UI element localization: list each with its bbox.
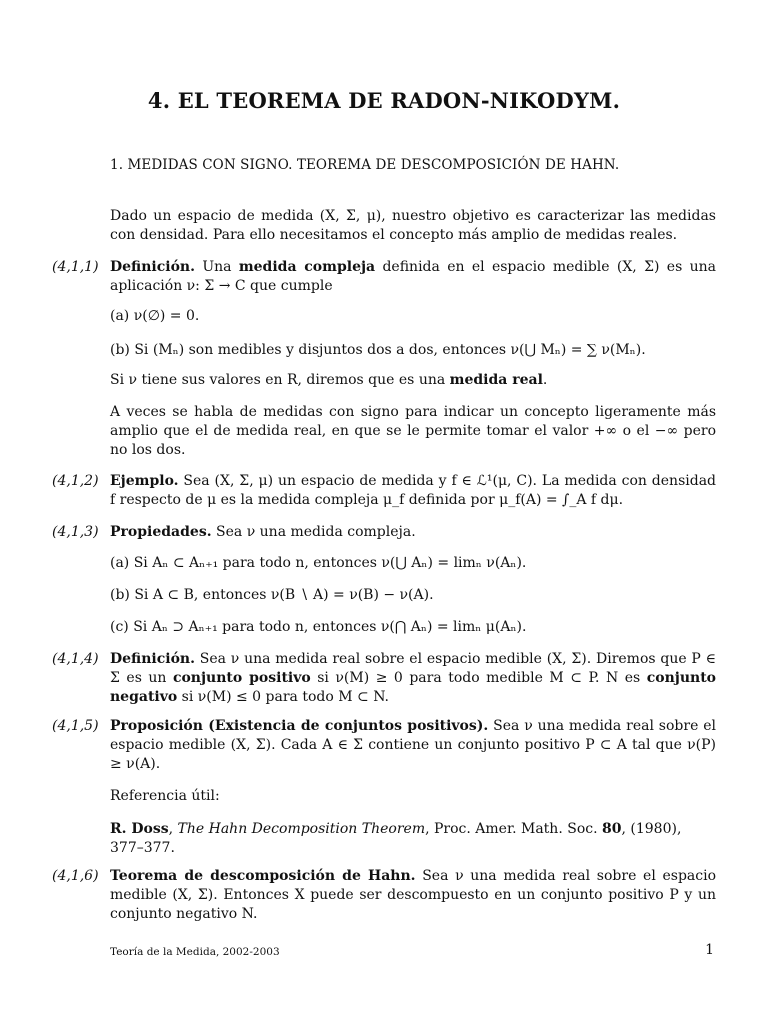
reference-label: Referencia útil:: [110, 788, 220, 804]
term-conjunto-negativo: conjunto negativo: [110, 670, 717, 705]
reference-volume: 80: [602, 821, 622, 837]
item-heading: Ejemplo.: [110, 473, 179, 489]
text-run: si ν(M) ≥ 0 para todo medible M ⊂ P. N es: [317, 670, 641, 686]
item-number: (4,1,1): [52, 259, 99, 275]
signed-measure-remark: A veces se habla de medidas con signo para indicar un concepto ligeramente más amplio que el de medida real, en que se le permite tomar el valor +∞ o el −∞ pero no los dos.: [110, 404, 716, 458]
proposition-text: [110, 717, 716, 774]
reference-citation: [110, 820, 716, 858]
text-run: Sea (X, Σ, μ) un espacio de medida y f ∈ ℒ¹(μ, C). La medida con densidad f respecto de μ es la medida compleja μ_f definida por μ_f(A) = ∫_A f dμ.: [110, 473, 716, 508]
item-number: (4,1,4): [52, 651, 99, 667]
reference-author: R. Doss: [110, 821, 169, 837]
item-heading: Definición.: [110, 651, 195, 667]
item-number: (4,1,2): [52, 473, 99, 489]
item-heading: Propiedades.: [110, 524, 212, 540]
text-run: Sea ν una medida real sobre el espacio medible (X, Σ). Diremos que P ∈ Σ es un: [110, 651, 716, 686]
theorem-text: [110, 867, 716, 924]
condition-b: (b) Si (Mₙ) son medibles y disjuntos dos a dos, entonces ν(⋃ Mₙ) = ∑ ν(Mₙ).: [110, 342, 646, 358]
term-conjunto-positivo: conjunto positivo: [172, 670, 311, 686]
item-heading: Definición.: [110, 259, 195, 275]
item-heading: Teorema de descomposición de Hahn.: [110, 868, 416, 884]
reference-pages: , (1980), 377–377.: [110, 821, 682, 856]
example-text: [110, 472, 716, 510]
text-run: Si ν tiene sus valores en R, diremos que es una: [110, 372, 446, 388]
text-run: Una: [202, 259, 232, 275]
definition-text: [110, 650, 716, 707]
term-medida-compleja: medida compleja: [238, 259, 376, 275]
property-b: (b) Si A ⊂ B, entonces ν(B ∖ A) = ν(B) − ν(A).: [110, 587, 434, 603]
item-heading: Proposición (Existencia de conjuntos positivos).: [110, 718, 489, 734]
term-medida-real: medida real: [449, 372, 543, 388]
section-heading: 1. MEDIDAS CON SIGNO. TEOREMA DE DESCOMPOSICIÓN DE HAHN.: [110, 157, 620, 173]
reference-title: The Hahn Decomposition Theorem: [177, 821, 426, 837]
properties-text: [110, 523, 716, 542]
text-run: si ν(M) ≤ 0 para todo M ⊂ N.: [181, 689, 390, 705]
footer-course: Teoría de la Medida, 2002-2003: [110, 946, 280, 958]
property-a: (a) Si Aₙ ⊂ Aₙ₊₁ para todo n, entonces ν(⋃ Aₙ) = limₙ ν(Aₙ).: [110, 555, 527, 571]
page-title: 4. EL TEOREMA DE RADON-NIKODYM.: [147, 88, 621, 113]
item-number: (4,1,6): [52, 868, 99, 884]
reference-journal: , Proc. Amer. Math. Soc.: [425, 821, 602, 837]
text-run: ,: [168, 821, 178, 837]
page-number: 1: [705, 942, 714, 958]
text-run: .: [542, 372, 548, 388]
text-run: Sea ν una medida real sobre el espacio medible (X, Σ). Cada A ∈ Σ contiene un conjunto positivo P ⊂ A tal que ν(P) ≥ ν(A).: [110, 718, 717, 772]
intro-paragraph: Dado un espacio de medida (X, Σ, μ), nuestro objetivo es caracterizar las medidas con densidad. Para ello necesitamos el concepto más amplio de medidas reales.: [110, 208, 716, 243]
text-run: Sea ν una medida real sobre el espacio medible (X, Σ). Entonces X puede ser descompuesto en un conjunto positivo P y un conjunto negativo N.: [110, 868, 716, 922]
property-c: (c) Si Aₙ ⊃ Aₙ₊₁ para todo n, entonces ν(⋂ Aₙ) = limₙ μ(Aₙ).: [110, 619, 527, 635]
real-measure-sentence: [110, 372, 716, 388]
text-run: definida en el espacio medible (X, Σ) es una aplicación ν: Σ → C que cumple: [110, 259, 716, 294]
item-number: (4,1,5): [52, 718, 99, 734]
condition-a: (a) ν(∅) = 0.: [110, 308, 200, 324]
text-run: Sea ν una medida compleja.: [216, 524, 416, 540]
definition-text: [110, 258, 716, 296]
item-number: (4,1,3): [52, 524, 99, 540]
